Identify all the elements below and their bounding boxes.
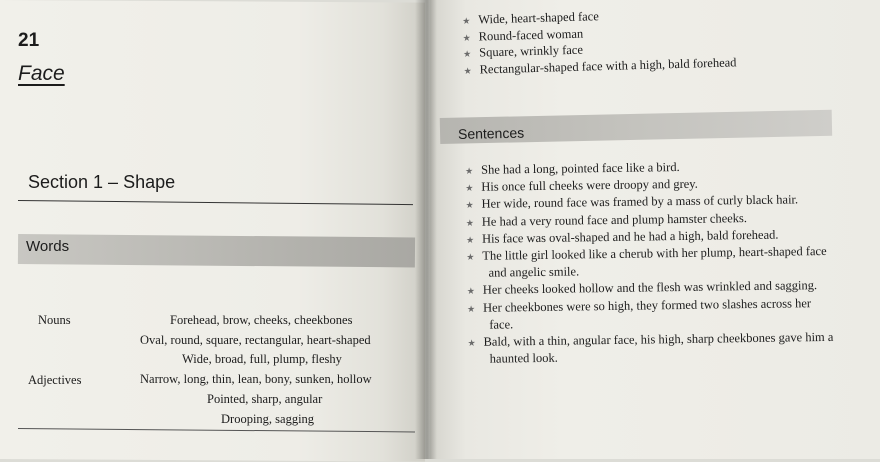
chapter-title: Face (18, 62, 65, 85)
list-item: ★ Rectangular-shaped face with a high, bald forehead (463, 54, 736, 78)
star-bullet-icon: ★ (466, 286, 475, 297)
adjectives-line: Drooping, sagging (221, 412, 315, 426)
star-bullet-icon: ★ (466, 303, 476, 314)
list-item: ★ His face was oval-shaped and he had a high, bald forehead. (466, 226, 832, 248)
list-item: ★ Her wide, round face was framed by a mass of curly black hair. (465, 191, 831, 213)
adjectives-line: Narrow, long, thin, lean, bony, sunken, hollow (140, 372, 372, 386)
list-item: ★ Square, wrinkly face (463, 37, 736, 61)
star-bullet-icon: ★ (466, 234, 475, 245)
star-bullet-icon: ★ (462, 15, 471, 26)
star-bullet-icon: ★ (467, 337, 476, 349)
sentence-list (465, 157, 834, 369)
nouns-line: Forehead, brow, cheeks, cheekbones (170, 313, 353, 327)
star-bullet-icon: ★ (463, 48, 472, 59)
sentences-heading: Sentences (457, 124, 525, 142)
list-item-continuation: haunted look. (489, 350, 558, 366)
nouns-label: Nouns (38, 313, 71, 327)
star-bullet-icon: ★ (465, 200, 474, 211)
adjectives-line: Oval, round, square, rectangular, heart-shaped (140, 333, 371, 347)
adjectives-line: Pointed, sharp, angular (207, 392, 323, 406)
list-item-continuation: and angelic smile. (488, 264, 580, 280)
star-bullet-icon: ★ (463, 65, 472, 76)
list-item: ★ Her cheeks looked hollow and the flesh was wrinkled and sagging. (467, 277, 833, 299)
list-item: ★ Bald, with a thin, angular face, his high, sharp cheekbones gave him a (467, 329, 833, 351)
list-item: ★ Round-faced woman (462, 21, 735, 45)
list-item: ★ Her cheekbones were so high, they formed two slashes across her (467, 295, 833, 317)
list-item: ★ He had a very round face and plump hamster cheeks. (466, 208, 832, 230)
star-bullet-icon: ★ (465, 183, 474, 194)
section-title: Section 1 – Shape (28, 172, 176, 192)
star-bullet-icon: ★ (465, 217, 474, 228)
list-item: ★ Wide, heart-shaped face (462, 4, 735, 28)
star-bullet-icon: ★ (465, 165, 474, 176)
list-item: ★ His once full cheeks were droopy and grey. (465, 174, 831, 196)
adjectives-label: Adjectives (28, 373, 82, 387)
star-bullet-icon: ★ (466, 251, 475, 263)
phrase-list (462, 4, 737, 78)
list-item: ★ She had a long, pointed face like a bird. (465, 157, 831, 179)
words-heading: Words (26, 238, 70, 255)
star-bullet-icon: ★ (462, 32, 471, 43)
adjectives-line: Wide, broad, full, plump, fleshy (182, 352, 342, 366)
list-item: ★ The little girl looked like a cherub with her plump, heart-shaped face (466, 243, 832, 265)
words-heading-bar (18, 234, 415, 267)
chapter-number: 21 (18, 30, 40, 51)
book-gutter (415, 0, 437, 459)
list-item-continuation: face. (489, 317, 514, 332)
